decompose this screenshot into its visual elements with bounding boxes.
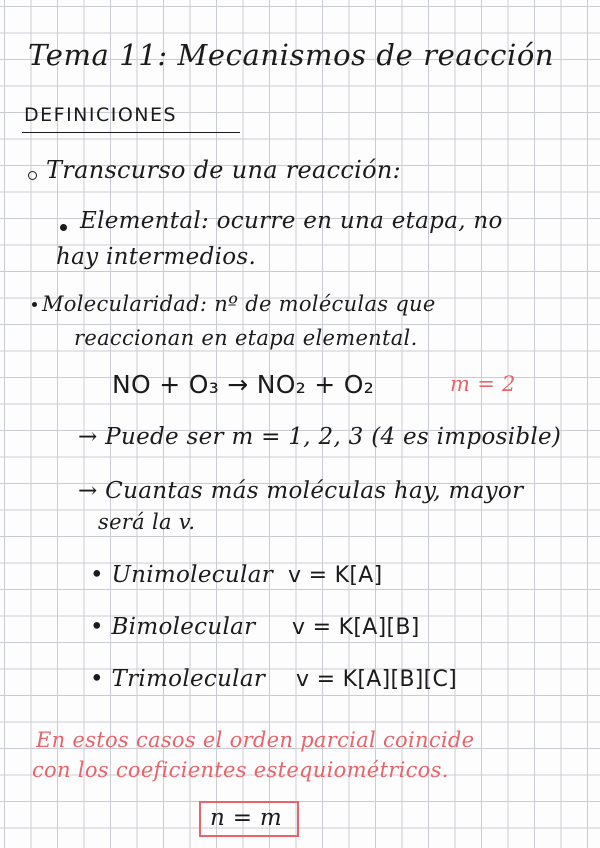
example-molecularity-note: m = 2	[450, 372, 516, 396]
list-item-trimolecular: • Trimolecular	[90, 666, 266, 692]
example-equation: NO + O₃ → NO₂ + O₂	[112, 370, 375, 399]
bullet-transcurso: Transcurso de una reacción:	[46, 156, 402, 184]
rate-law-trimolecular: v = K[A][B][C]	[296, 667, 458, 692]
bullet-elemental: Elemental: ocurre en una etapa, no	[80, 208, 503, 234]
rate-law-unimolecular: v = K[A]	[288, 563, 383, 588]
heading-underline	[22, 132, 240, 133]
open-bullet-icon	[28, 171, 37, 180]
list-item-unimolecular: • Unimolecular	[90, 562, 274, 588]
note-cuantas: → Cuantas más moléculas hay, mayor	[78, 478, 524, 504]
filled-bullet-icon	[32, 302, 37, 307]
red-note-line: En estos casos el orden parcial coincide	[36, 728, 475, 752]
filled-bullet-icon	[60, 224, 67, 231]
note-puede-ser: → Puede ser m = 1, 2, 3 (4 es imposible)	[78, 424, 562, 450]
bullet-molecularidad-cont: reaccionan en etapa elemental.	[74, 326, 418, 350]
page-title: Tema 11: Mecanismos de reacción	[28, 38, 555, 72]
boxed-result: n = m	[210, 805, 283, 831]
bullet-elemental-cont: hay intermedios.	[56, 244, 257, 270]
bullet-molecularidad: Molecularidad: nº de moléculas que	[42, 292, 436, 316]
list-item-bimolecular: • Bimolecular	[90, 614, 256, 640]
section-heading: DEFINICIONES	[24, 104, 178, 126]
red-note-line-cont: con los coeficientes estequiométricos.	[32, 758, 449, 782]
rate-law-bimolecular: v = K[A][B]	[292, 615, 420, 640]
note-cuantas-cont: será la v.	[98, 510, 196, 534]
